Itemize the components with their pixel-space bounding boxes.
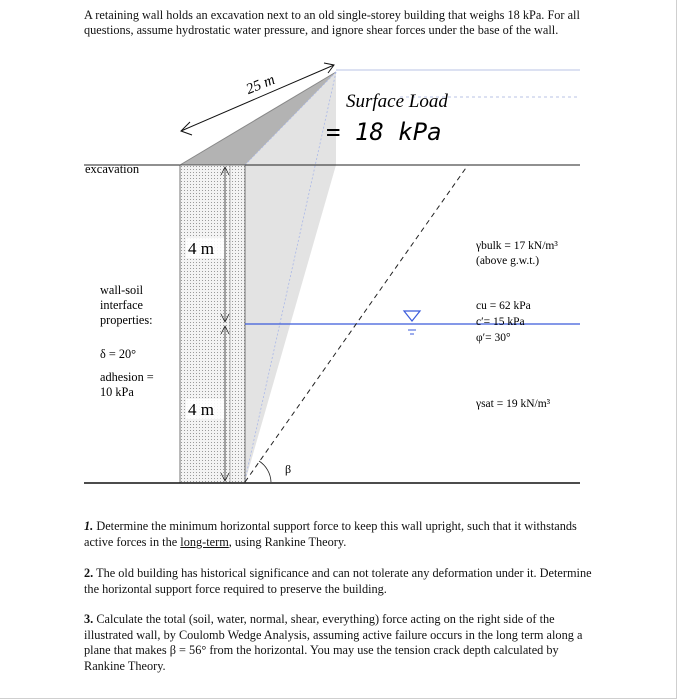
adhesion-label: adhesion = xyxy=(100,370,154,384)
question-2-text: The old building has historical significance and can not tolerate any deformation under it. Determine the horizontal support force required to preserve the building. xyxy=(84,566,592,596)
question-1-text-end: , using Rankine Theory. xyxy=(228,534,347,549)
beta-label: β xyxy=(285,462,292,476)
gamma-bulk-label: γbulk = 17 kN/m³ xyxy=(476,240,558,252)
slope-length-label: 25 m xyxy=(243,71,278,98)
adhesion-value: 10 kPa xyxy=(100,385,134,399)
retaining-wall xyxy=(180,165,245,483)
arrow-head-right xyxy=(324,63,334,73)
wall-soil-line-2: interface xyxy=(100,298,144,312)
surface-load-title: Surface Load xyxy=(346,91,448,112)
c-prime-label: c′= 15 kPa xyxy=(476,316,525,328)
wall-soil-line-1: wall-soil xyxy=(100,283,144,297)
cu-label: cu = 62 kPa xyxy=(476,300,531,312)
water-table-symbol xyxy=(404,311,420,321)
beta-angle-arc xyxy=(259,461,271,482)
question-2-number: 2. xyxy=(84,566,94,580)
depth-lower-label: 4 m xyxy=(188,400,214,419)
surface-load-value: = 18 kPa xyxy=(326,118,442,146)
phi-prime-label: φ′= 30° xyxy=(476,332,511,344)
question-1-number: 1. xyxy=(84,519,94,533)
question-1 xyxy=(84,519,594,550)
above-gwt-label: (above g.w.t.) xyxy=(476,255,540,267)
delta-label: δ = 20° xyxy=(100,347,137,361)
gamma-sat-label: γsat = 19 kN/m³ xyxy=(476,398,551,410)
question-3-number: 3. xyxy=(84,612,94,626)
question-3 xyxy=(84,612,594,674)
wall-soil-line-3: properties: xyxy=(100,313,153,327)
question-1-underlined: long-term xyxy=(180,534,229,549)
excavation-label: excavation xyxy=(85,162,140,176)
question-2 xyxy=(84,566,594,597)
question-3-text: Calculate the total (soil, water, normal, shear, everything) force acting on the right side of the illustrated wall, by Coulomb Wedge Analysis, assuming active failure occurs in the long term along a plane that makes β = 56° from the horizontal. You may use the tension crack depth calculated by Rankine Theory. xyxy=(84,612,583,673)
question-1-text: Determine the minimum horizontal support force to keep this wall upright, such that it withstands active forces in the xyxy=(84,519,577,549)
problem-intro: A retaining wall holds an excavation next to an old single-storey building that weighs 18 kPa. For all questions, assume hydrostatic water pressure, and ignore shear forces under the base of the wall. xyxy=(84,8,580,37)
depth-upper-label: 4 m xyxy=(188,239,214,258)
